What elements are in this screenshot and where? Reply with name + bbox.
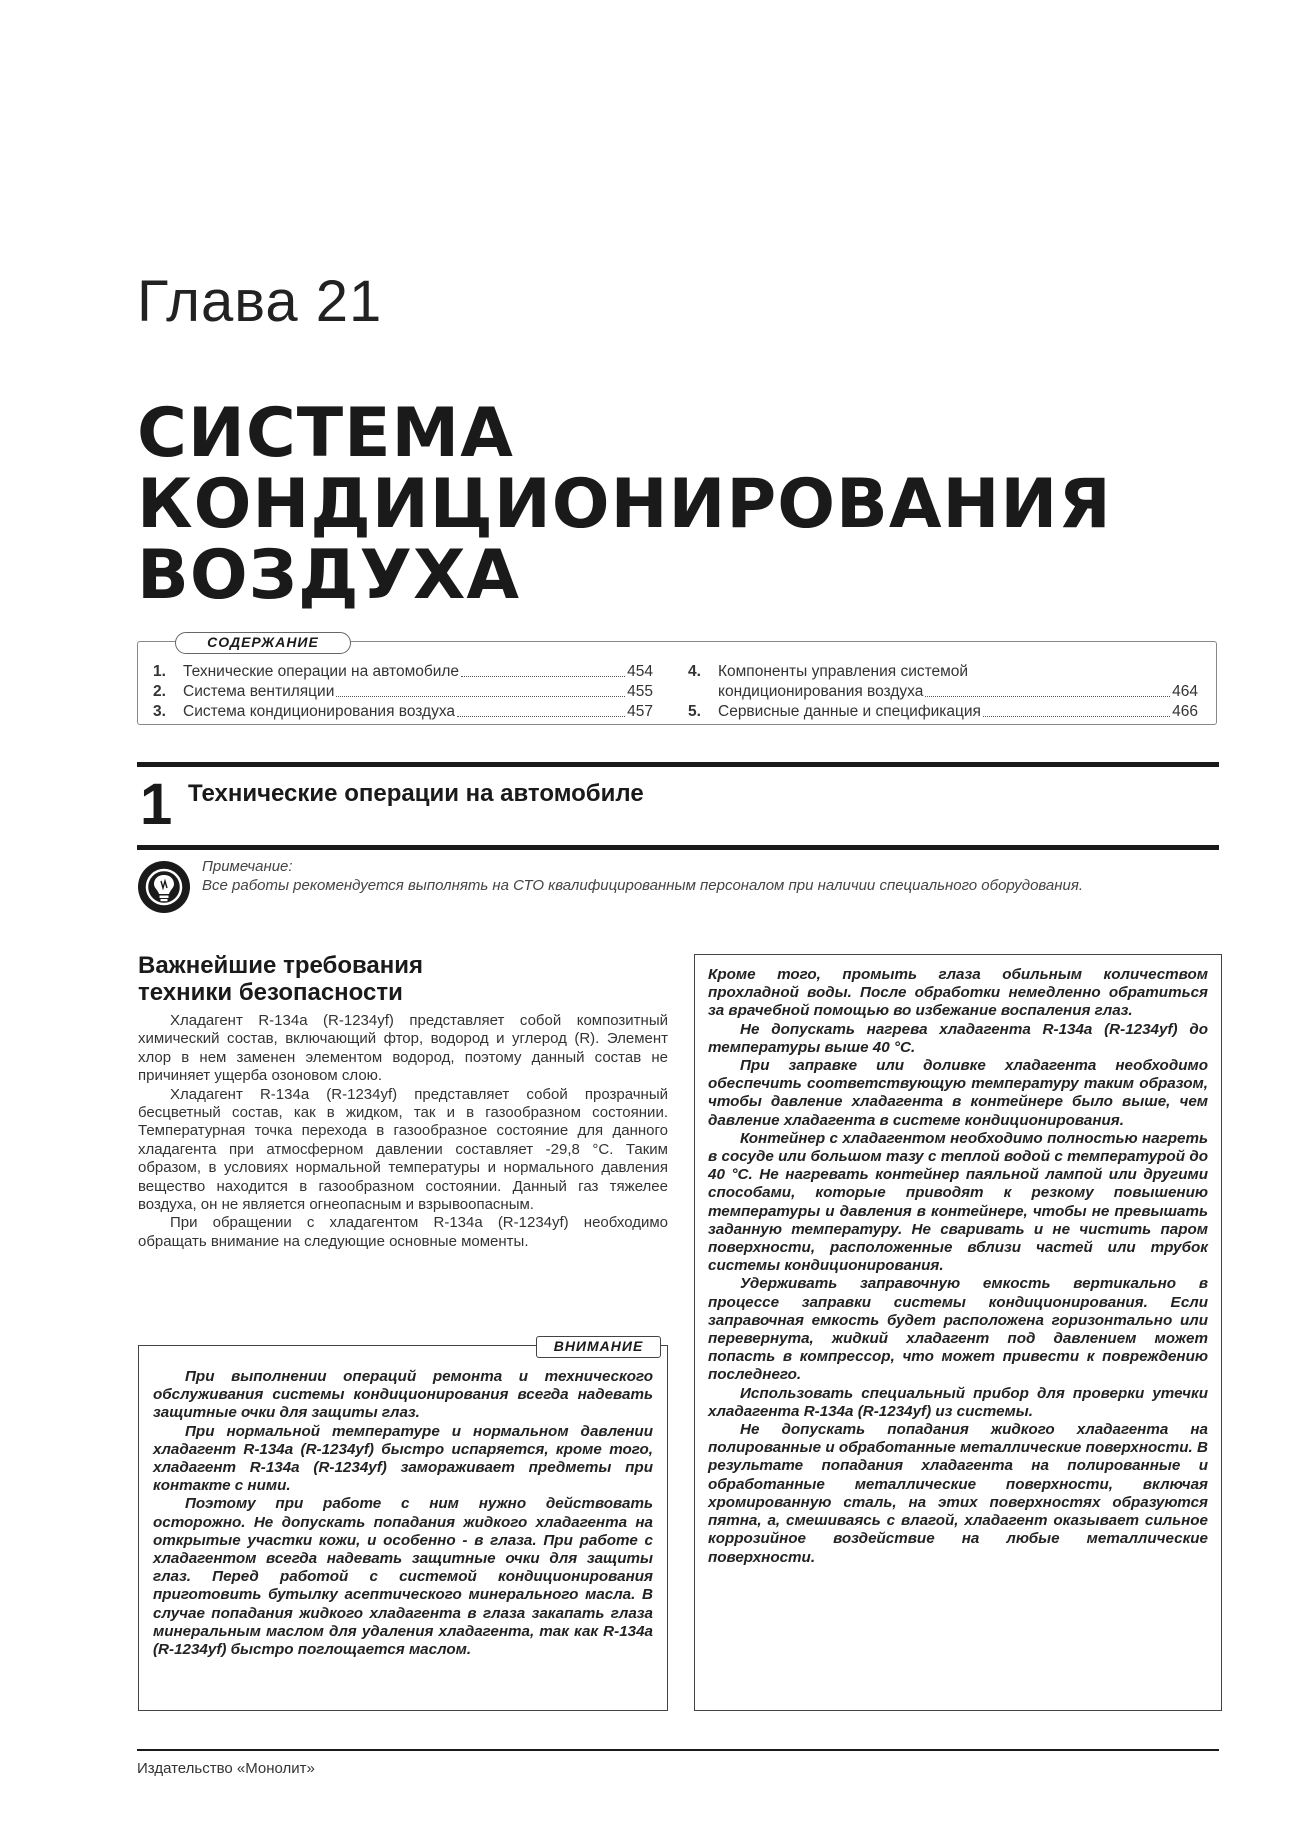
- toc-leader-dots: [457, 716, 625, 717]
- warning-continuation-text: [708, 966, 1208, 1567]
- toc-entry-title: Система кондиционирования воздуха: [183, 703, 456, 720]
- section-title: Технические операции на автомобиле: [188, 780, 644, 807]
- toc-entry-title: Компоненты управления системой: [718, 663, 969, 680]
- toc-entry[interactable]: [688, 702, 1198, 722]
- toc-entry-number: 3.: [153, 703, 166, 720]
- chapter-title-line: ВОЗДУХА: [137, 536, 520, 615]
- note-label: Примечание:: [202, 858, 293, 875]
- warning-paragraph: Не допускать нагрева хладагента R-134a (R-1234yf) до температуры выше 40 °С.: [708, 1020, 1208, 1056]
- toc-column-left: [153, 662, 653, 722]
- section-rule-top: [137, 762, 1219, 767]
- body-paragraph: При обращении с хладагентом R-134a (R-1234yf) необходимо обращать внимание на следующие основные моменты.: [138, 1214, 668, 1250]
- toc-entry[interactable]: [153, 682, 653, 702]
- toc-entry-number: 2.: [153, 683, 166, 700]
- footer-rule: [137, 1749, 1219, 1751]
- toc-entry-page: 455: [627, 683, 653, 700]
- warning-text: [153, 1368, 653, 1659]
- toc-entry-number: 5.: [688, 703, 701, 720]
- toc-leader-dots: [461, 676, 625, 677]
- toc-entry-page: 464: [1172, 683, 1198, 700]
- safety-body: [138, 1012, 668, 1251]
- body-paragraph: Хладагент R-134a (R-1234yf) представляет собой композитный химический состав, включающий фтор, водород и углерод (R). Элемент хлор в нем заменен элементом водород, поэтому данный состав не причиняет ущерба озоновом слою.: [138, 1012, 668, 1085]
- safety-heading: [138, 952, 658, 1006]
- safety-heading-line: техники безопасности: [138, 979, 403, 1006]
- warning-paragraph: Контейнер с хладагентом необходимо полностью нагреть в сосуде или большом тазу с теплой водой с температурой до 40 °С. Не нагревать контейнер паяльной лампой или другими способами, которые приводят к резкому повышению температуры и давления в контейнере, чтобы не превышать заданную температуру. Не сваривать и не чистить паром поверхности, расположенные вблизи частей или трубок системы кондиционирования.: [708, 1129, 1208, 1275]
- toc-leader-dots: [336, 696, 625, 697]
- warning-paragraph: Использовать специальный прибор для проверки утечки хладагента R-134a (R-1234yf) из системы.: [708, 1384, 1208, 1420]
- toc-entry-number: 4.: [688, 663, 701, 680]
- toc-leader-dots: [983, 716, 1170, 717]
- note-text: Все работы рекомендуется выполнять на СТО квалифицированным персоналом при наличии специального оборудования.: [202, 877, 1084, 894]
- body-paragraph: Хладагент R-134a (R-1234yf) представляет собой прозрачный бесцветный состав, как в жидком, так и в газообразном состоянии. Температурная точка перехода в газообразное состояние для данного хладагента при атмосферном давлении составляет -29,8 °С. Таким образом, в условиях нормальной температуры и нормального давления вещество находится в газообразном состоянии. Данный газ тяжелее воздуха, он не является огнеопасным и взрывоопасным.: [138, 1085, 668, 1214]
- warning-paragraph: При заправке или доливке хладагента необходимо обеспечить соответствующую температуру таким образом, чтобы давление хладагента в контейнере было выше, чем давление хладагента в системе кондиционирования.: [708, 1057, 1208, 1129]
- section-number: 1: [140, 772, 173, 837]
- chapter-label: Глава 21: [137, 269, 383, 334]
- warning-paragraph: При нормальной температуре и нормальном давлении хладагент R-134a (R-1234yf) быстро испаряется, кроме того, хладагент R-134a (R-1234yf) замораживает предметы при контакте с ними.: [153, 1422, 653, 1495]
- publisher-footer: Издательство «Монолит»: [137, 1760, 315, 1777]
- warning-paragraph: При выполнении операций ремонта и технического обслуживания системы кондиционирования всегда надевать защитные очки для защиты глаз.: [153, 1368, 653, 1422]
- warning-paragraph: Удерживать заправочную емкость вертикально в процессе заправки системы кондиционирования. Если заправочная емкость будет расположена горизонтально или перевернута, жидкий хладагент под давлением может попасть в компрессор, что может привести к повреждению последнего.: [708, 1275, 1208, 1384]
- toc-entry-page: 454: [627, 663, 653, 680]
- toc-column-right: [688, 662, 1198, 722]
- toc-entry[interactable]: [153, 662, 653, 682]
- toc-entry-title: Система вентиляции: [183, 683, 335, 700]
- warning-paragraph: Поэтому при работе с ним нужно действовать осторожно. Не допускать попадания жидкого хладагента на открытые участки кожи, и особенно - в глаза. При работе с хладагентом всегда надевать защитные очки для защиты глаз. Перед работой с системой кондиционирования приготовить бутылку асептического минерального масла. В случае попадания жидкого хладагента в глаза закапать глаза минеральным маслом для удаления хладагента, так как R-134a (R-1234yf) быстро поглощается маслом.: [153, 1495, 653, 1659]
- warning-paragraph: Не допускать попадания жидкого хладагента на полированные и обработанные металлические поверхности. В результате попадания хладагента на полированные и обработанные металлические поверхности, включая хромированную сталь, на этих поверхностях образуются пятна, а, смешиваясь с влагой, хладагент оказывает сильное коррозийное воздействие на любые металлические поверхности.: [708, 1421, 1208, 1566]
- chapter-title-line: КОНДИЦИОНИРОВАНИЯ: [137, 465, 1112, 544]
- toc-entry-title: Сервисные данные и спецификация: [718, 703, 981, 720]
- toc-entry[interactable]: [688, 662, 1198, 682]
- toc-entry[interactable]: [153, 702, 653, 722]
- toc-entry-number: 1.: [153, 663, 166, 680]
- safety-heading-line: Важнейшие требования: [138, 952, 424, 979]
- warning-continuation-box: [694, 954, 1222, 1711]
- toc-entry-continuation[interactable]: [688, 682, 1198, 702]
- toc-entry-title: Технические операции на автомобиле: [183, 663, 460, 680]
- warning-paragraph: Кроме того, промыть глаза обильным количеством прохладной воды. После обработки немедленно обратиться за врачебной помощью во избежание воспаления глаз.: [708, 966, 1208, 1020]
- warning-box: [138, 1338, 668, 1711]
- chapter-title: [137, 394, 1137, 615]
- toc-leader-dots: [925, 696, 1170, 697]
- section-rule-bottom: [137, 845, 1219, 850]
- chapter-title-line: СИСТЕМА: [137, 394, 514, 473]
- toc-entry-page: 457: [627, 703, 653, 720]
- table-of-contents: [137, 634, 1217, 725]
- toc-entry-page: 466: [1172, 703, 1198, 720]
- toc-entry-title: кондиционирования воздуха: [718, 683, 924, 700]
- lightbulb-icon: [138, 861, 190, 913]
- toc-heading: СОДЕРЖАНИЕ: [175, 632, 351, 654]
- warning-tag: ВНИМАНИЕ: [536, 1336, 661, 1358]
